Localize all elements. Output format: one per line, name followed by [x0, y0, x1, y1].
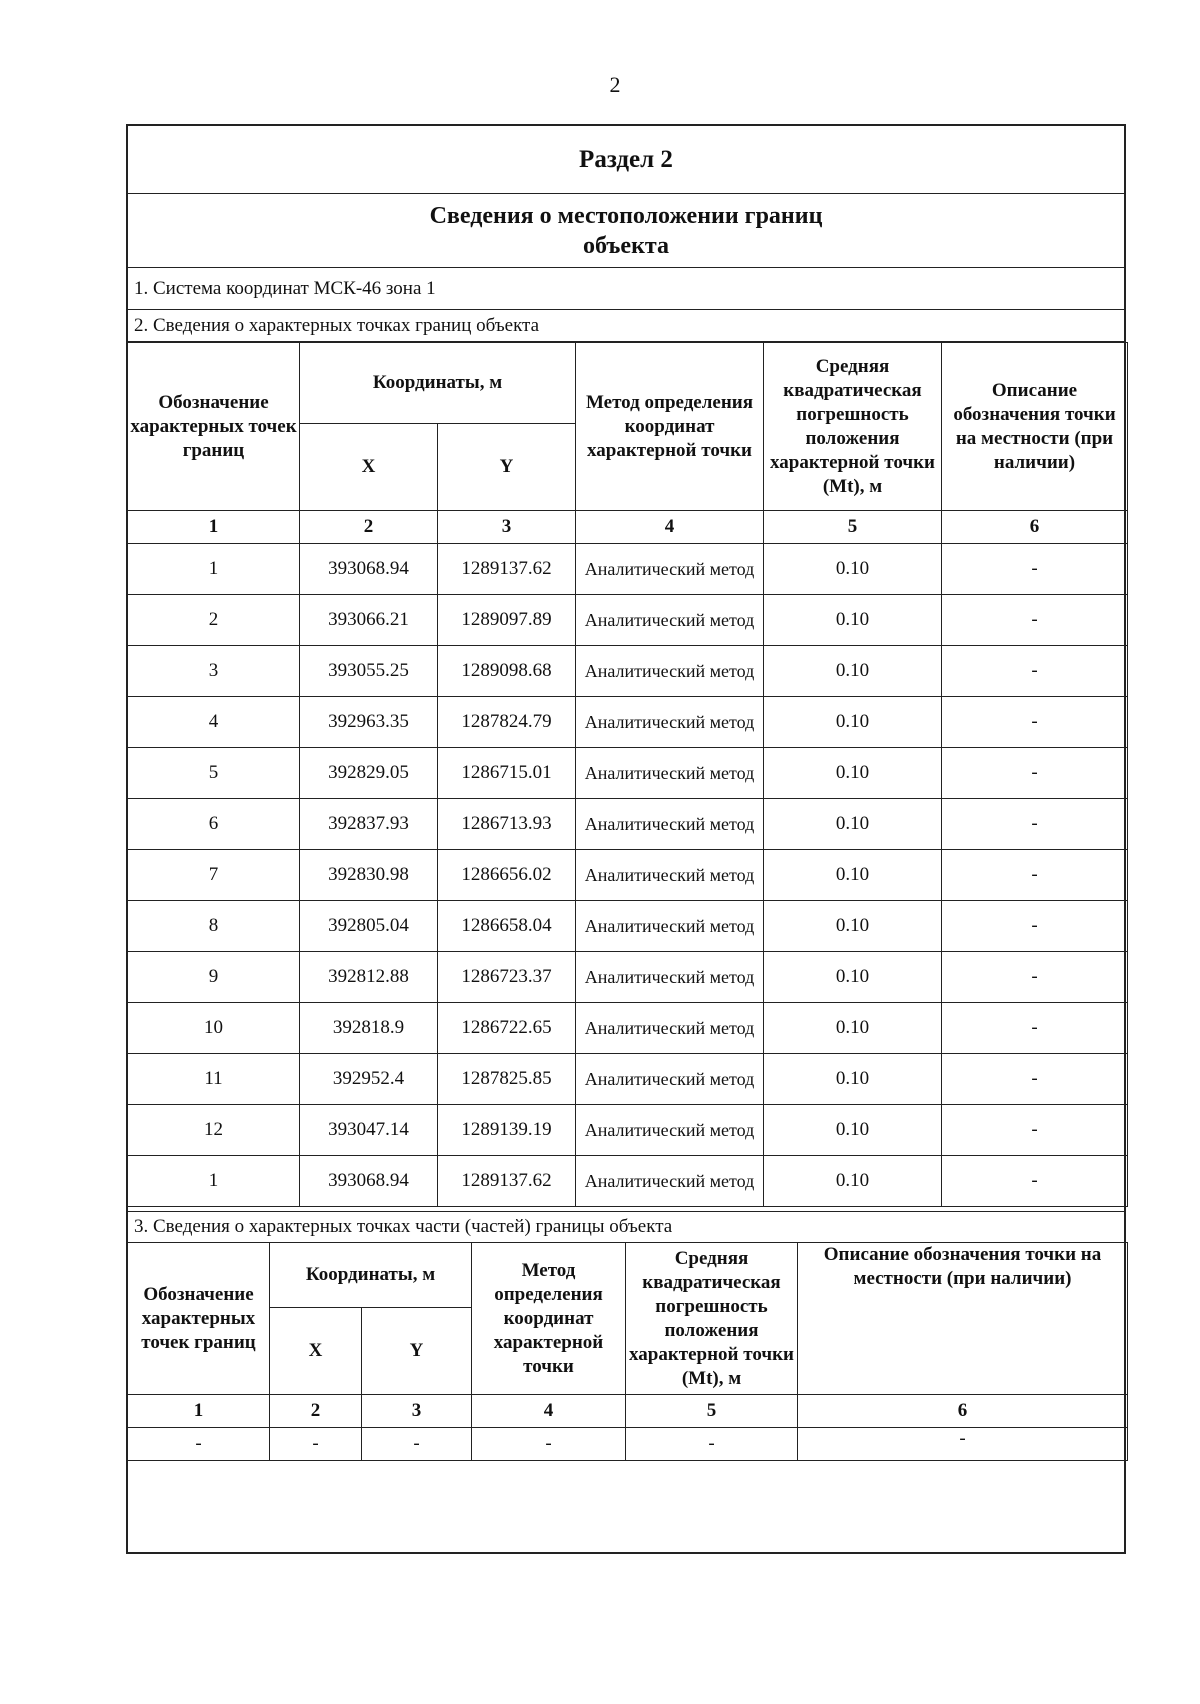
point-cell: 11 — [128, 1054, 300, 1105]
column-number: 3 — [362, 1395, 472, 1428]
header-method: Метод определения координат характерной точки — [576, 343, 764, 511]
error-cell: 0.10 — [764, 697, 942, 748]
point-row — [128, 1003, 1128, 1054]
header-designation: Обозначение характерных точек границ — [128, 343, 300, 511]
part-points-table — [127, 1242, 1128, 1461]
error-cell: 0.10 — [764, 901, 942, 952]
point-row — [128, 952, 1128, 1003]
column-number: 1 — [128, 1395, 270, 1428]
method-cell: Аналитический метод — [576, 1003, 764, 1054]
empty-cell: - — [270, 1428, 362, 1461]
description-cell: - — [942, 901, 1128, 952]
description-cell: - — [942, 1003, 1128, 1054]
header-x: X — [300, 424, 438, 511]
point-row — [128, 799, 1128, 850]
y-cell: 1289097.89 — [438, 595, 576, 646]
parts-caption: 3. Сведения о характерных точках части (частей) границы объекта — [128, 1211, 1124, 1243]
column-number: 5 — [626, 1395, 798, 1428]
column-number: 6 — [942, 511, 1128, 544]
point-cell: 5 — [128, 748, 300, 799]
parts-header-coordinates: Координаты, м — [270, 1243, 472, 1308]
boundary-points-table — [127, 342, 1128, 1207]
x-cell: 393068.94 — [300, 544, 438, 595]
point-cell: 10 — [128, 1003, 300, 1054]
y-cell: 1289139.19 — [438, 1105, 576, 1156]
point-row — [128, 697, 1128, 748]
column-number: 2 — [270, 1395, 362, 1428]
point-cell: 6 — [128, 799, 300, 850]
coordinate-system: 1. Система координат МСК-46 зона 1 — [128, 268, 1124, 310]
error-cell: 0.10 — [764, 1105, 942, 1156]
x-cell: 392952.4 — [300, 1054, 438, 1105]
point-row — [128, 544, 1128, 595]
point-cell: 7 — [128, 850, 300, 901]
description-cell: - — [942, 1105, 1128, 1156]
error-cell: 0.10 — [764, 748, 942, 799]
point-cell: 1 — [128, 544, 300, 595]
method-cell: Аналитический метод — [576, 697, 764, 748]
method-cell: Аналитический метод — [576, 748, 764, 799]
parts-header-method: Метод определения координат характерной точки — [472, 1243, 626, 1395]
parts-header-description: Описание обозначения точки на местности (при наличии) — [798, 1243, 1128, 1395]
x-cell: 392837.93 — [300, 799, 438, 850]
empty-cell: - — [128, 1428, 270, 1461]
y-cell: 1286723.37 — [438, 952, 576, 1003]
description-cell: - — [942, 1054, 1128, 1105]
x-cell: 392805.04 — [300, 901, 438, 952]
section-subtitle-line2: объекта — [583, 232, 669, 259]
x-cell: 392830.98 — [300, 850, 438, 901]
y-cell: 1287825.85 — [438, 1054, 576, 1105]
y-cell: 1287824.79 — [438, 697, 576, 748]
method-cell: Аналитический метод — [576, 646, 764, 697]
description-cell: - — [942, 646, 1128, 697]
y-cell: 1286658.04 — [438, 901, 576, 952]
parts-header-error: Средняя квадратическая погрешность положения характерной точки (Mt), м — [626, 1243, 798, 1395]
x-cell: 392818.9 — [300, 1003, 438, 1054]
description-cell: - — [942, 952, 1128, 1003]
point-row — [128, 748, 1128, 799]
error-cell: 0.10 — [764, 544, 942, 595]
x-cell: 393047.14 — [300, 1105, 438, 1156]
method-cell: Аналитический метод — [576, 952, 764, 1003]
column-number-row — [128, 511, 1128, 544]
parts-empty-row — [128, 1428, 1128, 1461]
description-cell: - — [942, 544, 1128, 595]
method-cell: Аналитический метод — [576, 595, 764, 646]
x-cell: 392963.35 — [300, 697, 438, 748]
point-cell: 8 — [128, 901, 300, 952]
empty-cell: - — [798, 1428, 1128, 1461]
y-cell: 1286722.65 — [438, 1003, 576, 1054]
description-cell: - — [942, 799, 1128, 850]
method-cell: Аналитический метод — [576, 1054, 764, 1105]
column-number: 6 — [798, 1395, 1128, 1428]
x-cell: 392812.88 — [300, 952, 438, 1003]
description-cell: - — [942, 697, 1128, 748]
y-cell: 1289137.62 — [438, 544, 576, 595]
y-cell: 1289137.62 — [438, 1156, 576, 1207]
point-cell: 2 — [128, 595, 300, 646]
x-cell: 393066.21 — [300, 595, 438, 646]
y-cell: 1286656.02 — [438, 850, 576, 901]
parts-header-x: X — [270, 1308, 362, 1395]
column-number: 5 — [764, 511, 942, 544]
section-subtitle — [128, 194, 1124, 268]
point-row — [128, 901, 1128, 952]
point-row — [128, 1054, 1128, 1105]
section-frame — [126, 124, 1126, 1554]
error-cell: 0.10 — [764, 646, 942, 697]
error-cell: 0.10 — [764, 799, 942, 850]
header-error: Средняя квадратическая погрешность положения характерной точки (Mt), м — [764, 343, 942, 511]
point-row — [128, 1105, 1128, 1156]
point-row — [128, 595, 1128, 646]
empty-cell: - — [472, 1428, 626, 1461]
section-subtitle-line1: Сведения о местоположении границ — [429, 202, 823, 229]
x-cell: 393068.94 — [300, 1156, 438, 1207]
description-cell: - — [942, 1156, 1128, 1207]
section-title: Раздел 2 — [128, 126, 1124, 194]
point-row — [128, 646, 1128, 697]
x-cell: 393055.25 — [300, 646, 438, 697]
point-cell: 3 — [128, 646, 300, 697]
point-cell: 4 — [128, 697, 300, 748]
header-coordinates: Координаты, м — [300, 343, 576, 424]
error-cell: 0.10 — [764, 1003, 942, 1054]
method-cell: Аналитический метод — [576, 1156, 764, 1207]
method-cell: Аналитический метод — [576, 1105, 764, 1156]
error-cell: 0.10 — [764, 1156, 942, 1207]
y-cell: 1289098.68 — [438, 646, 576, 697]
error-cell: 0.10 — [764, 952, 942, 1003]
method-cell: Аналитический метод — [576, 901, 764, 952]
parts-column-number-row — [128, 1395, 1128, 1428]
points-caption: 2. Сведения о характерных точках границ объекта — [128, 310, 1124, 342]
x-cell: 392829.05 — [300, 748, 438, 799]
error-cell: 0.10 — [764, 850, 942, 901]
parts-header-y: Y — [362, 1308, 472, 1395]
page-number: 2 — [609, 72, 621, 97]
header-description: Описание обозначения точки на местности (при наличии) — [942, 343, 1128, 511]
point-cell: 12 — [128, 1105, 300, 1156]
description-cell: - — [942, 595, 1128, 646]
column-number: 2 — [300, 511, 438, 544]
method-cell: Аналитический метод — [576, 850, 764, 901]
method-cell: Аналитический метод — [576, 544, 764, 595]
column-number: 4 — [472, 1395, 626, 1428]
empty-cell: - — [626, 1428, 798, 1461]
header-y: Y — [438, 424, 576, 511]
column-number: 1 — [128, 511, 300, 544]
column-number: 3 — [438, 511, 576, 544]
parts-header-designation: Обозначение характерных точек границ — [128, 1243, 270, 1395]
y-cell: 1286713.93 — [438, 799, 576, 850]
empty-cell: - — [362, 1428, 472, 1461]
description-cell: - — [942, 748, 1128, 799]
column-number: 4 — [576, 511, 764, 544]
y-cell: 1286715.01 — [438, 748, 576, 799]
point-row — [128, 1156, 1128, 1207]
error-cell: 0.10 — [764, 595, 942, 646]
point-cell: 9 — [128, 952, 300, 1003]
method-cell: Аналитический метод — [576, 799, 764, 850]
error-cell: 0.10 — [764, 1054, 942, 1105]
point-row — [128, 850, 1128, 901]
point-cell: 1 — [128, 1156, 300, 1207]
description-cell: - — [942, 850, 1128, 901]
